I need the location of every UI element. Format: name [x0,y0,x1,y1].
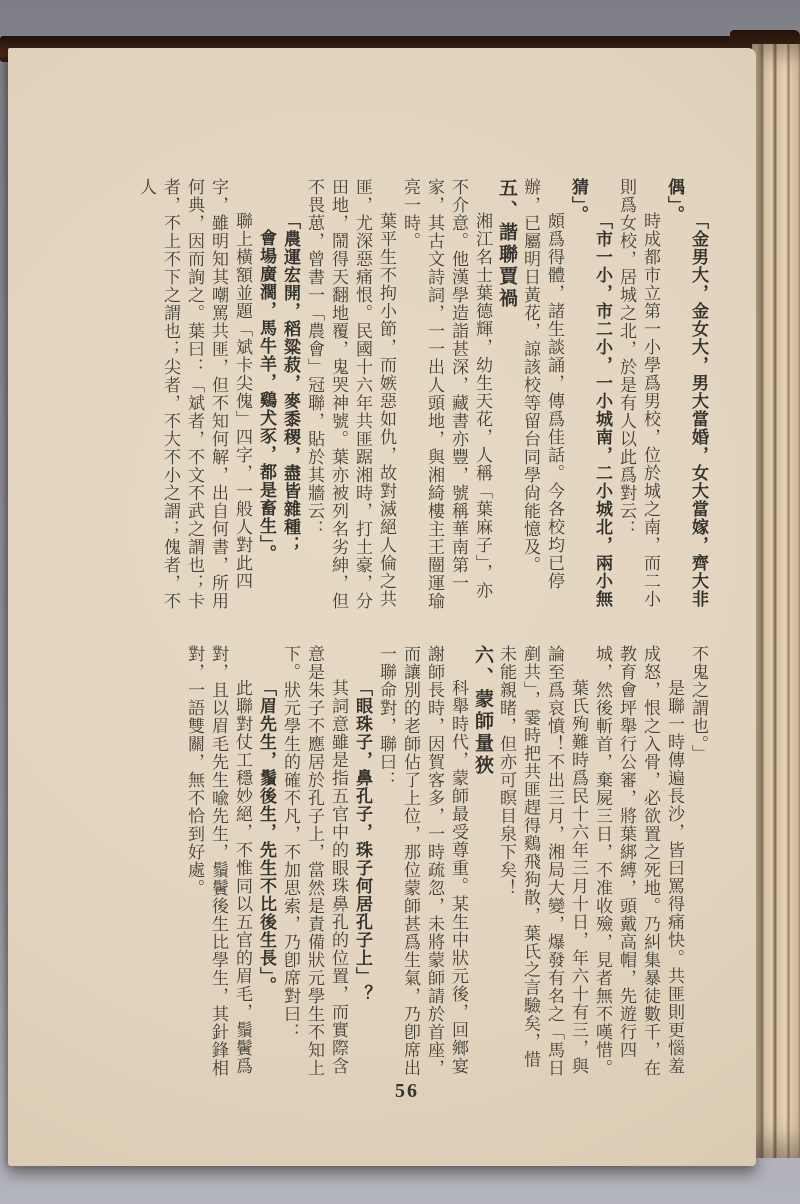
couplet-line: 「金男大，金女大，男大當婚，女大當嫁，齊大非偶」。 [665,178,708,608]
text-register-top [78,178,710,616]
couplet-line: 「市一小，市二小，一小城南，二小城北，兩小無猜」。 [569,178,612,608]
couplet-line-continuation: 會場廣濶，馬牛羊，鷄犬豕，都是畜生」。 [257,229,276,563]
page-fore-edges [752,44,800,1158]
paragraph: 葉平生不拘小節，而嫉惡如仇，故對滅絕人倫之共匪，尤深惡痛恨。民國十六年共匪踞湘時，打土豪，分田地，鬧得天翻地覆，鬼哭神號。葉亦被列名劣紳，但不畏葸，曾書一「農會」冠聯，貼於其牆云： [305,178,396,610]
couplet-line: 「眉先生，鬚後生，先生不比後生長」。 [257,679,276,995]
section-heading: 五、諧聯賈禍 [496,178,517,310]
paragraph: 此聯對仗工穩妙絕，不惟同以五官的眉毛，鬚鬢爲對，且以眉毛先生喩先生，鬚鬢後生比學生，其針鋒相對，一語雙關，無不恰到好處。 [185,645,252,1077]
book-page [8,48,756,1166]
page-number: 56 [395,1080,419,1102]
paragraph: 其詞意雖是指五官中的眼珠鼻孔的位置，而實際含意是朱子不應居於孔子上，當然是責備狀元學生不知上下。狀元學生的確不凡，不加思索，乃卽席對曰： [281,645,348,1077]
couplet-line: 「眼珠子，鼻孔子，珠子何居孔子上」？ [353,679,372,1003]
paragraph: 科舉時代，蒙師最受尊重。某生中狀元後，回鄉宴謝師長時，因賀客多，一時疏忽，未將蒙師請於首座，而讓別的老師佔了上位，那位蒙師甚爲生氣，乃卽席出一聯命對，聯曰： [377,645,468,1077]
paragraph: 是聯一時傳遍長沙，皆曰罵得痛快。共匪則更惱羞成怒，恨之入骨，必欲置之死地。乃糾集暴徒數千，在教育會坪舉行公審，將葉綁縛，頭戴高帽，先遊行四城，然後斬首，棄屍三日，不准收殮，見者無不嘆惜。 [593,645,684,1077]
paragraph: 湘江名士葉德輝，幼生天花，人稱「葉麻子」，亦不介意。他漢學造詣甚深，藏書亦豐，號稱華南第一家，其古文詩詞，一一出人頭地，與湘綺樓主王闓運瑜亮一時。 [401,178,492,610]
text-register-bottom [78,645,710,1083]
paragraph-continuation: 不鬼之謂也。」 [689,645,708,763]
paragraph: 頗爲得體，諸生談誦，傳爲佳話。今各校均已停辦，已屬明日黃花，諒該校等留台同學尙能憶及。 [521,178,564,590]
paragraph: 聯上橫額並題「斌卡尖傀」四字，一般人對此四字，雖明知其嘲罵共匪，但不知何解，出自何書，所用何典，因而詢之。葉曰：「斌者，不文不武之謂也；卡者，不上不下之謂也；尖者，不大不小之謂；傀者，不人 [137,178,252,610]
couplet-line: 「農運宏開，稻粱菽，麥黍稷，盡皆雜種； [281,212,300,554]
paragraph: 時成都市立第一小學爲男校，位於城之南，而二小則爲女校，居城之北，於是有人以此爲對云： [617,178,660,608]
section-heading: 六、蒙師量狹 [472,645,493,777]
paragraph: 葉氏殉難時爲民十六年三月十日，年六十有三，與論至爲哀憤！不出三月，湘局大變，爆發有名之「馬日剷共」，霎時把共匪趕得鷄飛狗散，葉氏之言驗矣，惜未能親睹，但亦可瞑目泉下矣！ [497,645,588,1077]
